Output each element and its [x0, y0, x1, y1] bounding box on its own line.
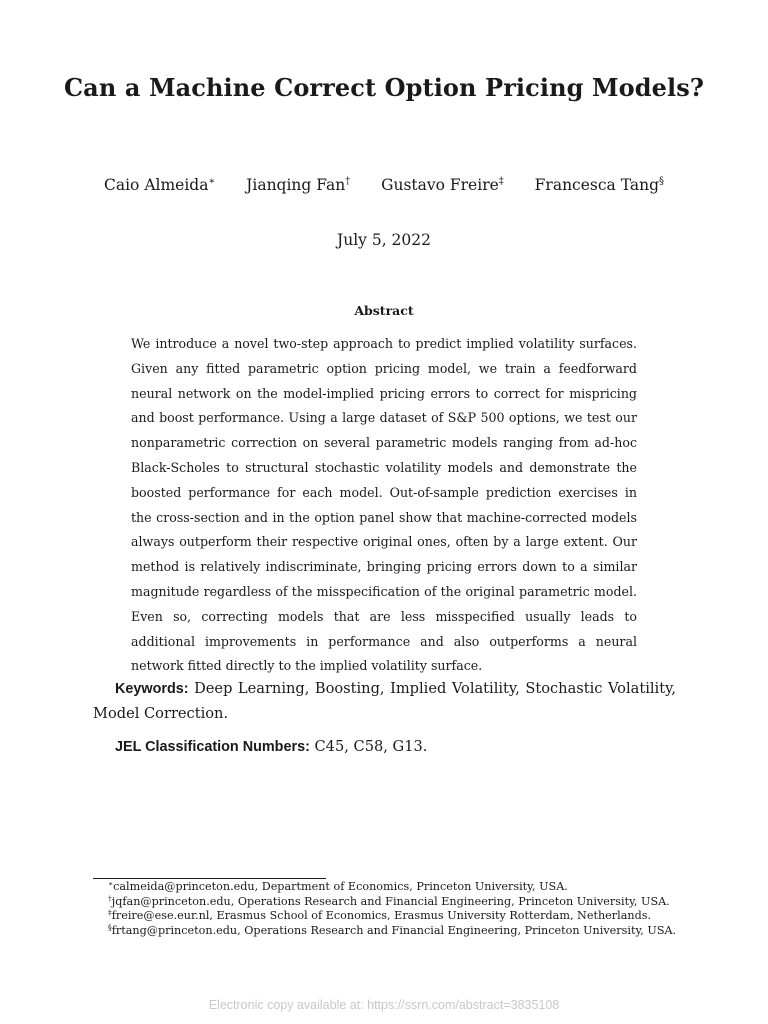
footnotes: [108, 880, 708, 938]
publication-date: July 5, 2022: [337, 231, 431, 249]
author: Jianqing Fan†: [246, 176, 351, 194]
abstract-body: We introduce a novel two-step approach to predict implied volatility surfaces. Given any fitted parametric option pricing model, we train a feedforward neural network on the model-implied pricing errors to correct for mispricing and boost performance. Using a large dataset of S&P 500 options, we test our nonparametric correction on several parametric models ranging from ad-hoc Black-Scholes to structural stochastic volatility models and demonstrate the boosted performance for each model. Out-of-sample prediction exercises in the cross-section and in the option panel show that machine-corrected models always outperform their respective original ones, often by a large extent. Our method is relatively indiscriminate, bringing pricing errors down to a similar magnitude regardless of the misspecification of the original parametric model. Even so, correcting models that are less misspecified usually leads to additional improvements in performance and also outperforms a neural network fitted directly to the implied volatility surface.: [131, 336, 637, 674]
footnote-rule: [93, 878, 326, 879]
ssrn-watermark: Electronic copy available at: https://ssrn.com/abstract=3835108: [208, 998, 560, 1012]
keywords-label: Keywords:: [115, 681, 189, 697]
footnote: ∗calmeida@princeton.edu, Department of Economics, Princeton University, USA.: [108, 879, 568, 893]
abstract-heading: Abstract: [354, 303, 414, 318]
footnote: ‡freire@ese.eur.nl, Erasmus School of Economics, Erasmus University Rotterdam, Netherlands.: [108, 908, 652, 923]
paper-title: Can a Machine Correct Option Pricing Models?: [63, 73, 704, 102]
footnote: §frtang@princeton.edu, Operations Research and Financial Engineering, Princeton University, USA.: [108, 922, 677, 937]
jel-label: JEL Classification Numbers:: [115, 739, 310, 755]
author: Francesca Tang§: [534, 176, 664, 194]
author: Gustavo Freire‡: [381, 176, 504, 194]
keywords: [93, 677, 676, 726]
author: Caio Almeida∗: [104, 176, 216, 194]
author-list: [80, 174, 688, 196]
footnote: †jqfan@princeton.edu, Operations Research and Financial Engineering, Princeton University, USA.: [108, 893, 670, 908]
jel-text: C45, C58, G13.: [314, 738, 428, 755]
keywords-text: Deep Learning, Boosting, Implied Volatility, Stochastic Volatility, Model Correction.: [93, 680, 677, 722]
jel-classification: [93, 735, 676, 759]
